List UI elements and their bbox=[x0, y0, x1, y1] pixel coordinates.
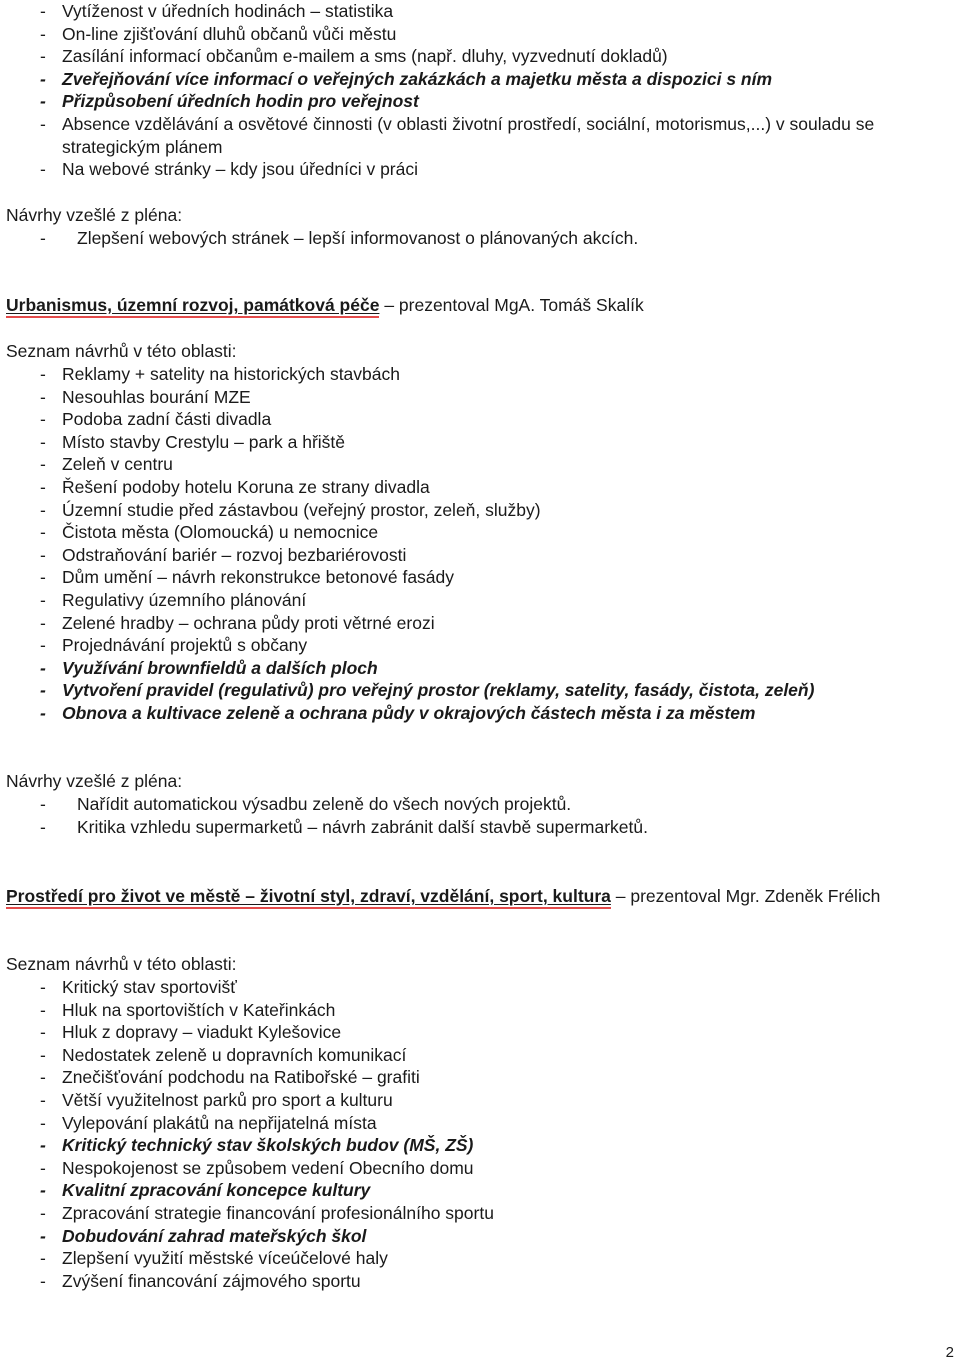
section2-plena-label: Návrhy vzešlé z pléna: bbox=[6, 771, 183, 791]
bullet-dash: - bbox=[40, 499, 46, 520]
bullet-dash: - bbox=[40, 1, 46, 21]
section2-item-text: Podoba zadní části divadla bbox=[62, 409, 272, 430]
bullet-dash: - bbox=[40, 1089, 46, 1110]
bullet-dash: - bbox=[40, 680, 46, 701]
section1-plena-item bbox=[0, 227, 960, 250]
section2-list-label: Seznam návrhů v této oblasti: bbox=[6, 341, 237, 361]
section2-item bbox=[0, 453, 960, 476]
section3-item bbox=[0, 1044, 960, 1067]
section3-item-text: Kritický technický stav školských budov (MŠ, ZŠ) bbox=[62, 1135, 474, 1156]
section2-item bbox=[0, 521, 960, 544]
bullet-dash: - bbox=[40, 589, 46, 610]
section2-item bbox=[0, 612, 960, 635]
top-list-item-text: Zasílání informací občanům e-mailem a sms (např. dluhy, vyzvednutí dokladů) bbox=[62, 46, 668, 67]
section3-list-label-block bbox=[6, 953, 960, 976]
bullet-dash: - bbox=[40, 522, 46, 543]
section3-item bbox=[0, 999, 960, 1022]
section3-item-text: Znečišťování podchodu na Ratibořské – grafiti bbox=[62, 1067, 420, 1088]
section3-item bbox=[0, 1021, 960, 1044]
section3-list-block bbox=[0, 976, 960, 1292]
top-list-item bbox=[0, 90, 960, 113]
section2-item bbox=[0, 431, 960, 454]
section2-item-text: Místo stavby Crestylu – park a hřiště bbox=[62, 431, 346, 452]
section2-plena-list-block bbox=[0, 793, 960, 838]
bullet-dash: - bbox=[40, 977, 46, 997]
section1-plena-label: Návrhy vzešlé z pléna: bbox=[6, 205, 183, 225]
section3-item bbox=[0, 1270, 960, 1293]
section3-presenter: – prezentoval Mgr. Zdeněk Frélich bbox=[610, 886, 881, 906]
section3-item-text: Zpracování strategie financování profesionálního sportu bbox=[62, 1202, 494, 1223]
section2-item bbox=[0, 476, 960, 499]
top-list-block bbox=[0, 0, 960, 181]
section2-item bbox=[0, 566, 960, 589]
section2-item-text: Obnova a kultivace zeleně a ochrana půdy v okrajových částech města i za městem bbox=[62, 702, 756, 723]
section2-item bbox=[0, 386, 960, 409]
bullet-dash: - bbox=[40, 1112, 46, 1133]
top-list-item-text: Na webové stránky – kdy jsou úředníci v práci bbox=[62, 159, 418, 180]
section2-plena-label-block bbox=[6, 770, 960, 793]
section2-item-text: Čistota města (Olomoucká) u nemocnice bbox=[62, 522, 379, 543]
bullet-dash: - bbox=[40, 544, 46, 565]
section2-item bbox=[0, 408, 960, 431]
section3-item bbox=[0, 1225, 960, 1248]
section3-list bbox=[0, 976, 960, 1292]
section2-item bbox=[0, 634, 960, 657]
section2-item-text: Zeleň v centru bbox=[62, 454, 173, 475]
bullet-dash: - bbox=[40, 567, 46, 588]
section3-item bbox=[0, 1157, 960, 1180]
bullet-dash: - bbox=[40, 657, 46, 678]
section2-item-text: Projednávání projektů s občany bbox=[62, 635, 308, 656]
bullet-dash: - bbox=[40, 1202, 46, 1223]
section3-item bbox=[0, 1089, 960, 1112]
section1-plena-list bbox=[0, 227, 960, 250]
section3-item-text: Kritický stav sportovišť bbox=[62, 977, 237, 997]
top-list-item-text: Absence vzdělávání a osvětové činnosti (v oblasti životní prostředí, sociální, motorismus,...) v souladu se strategickým plánem bbox=[62, 113, 875, 157]
bullet-dash: - bbox=[40, 1067, 46, 1088]
bullet-dash: - bbox=[40, 1044, 46, 1065]
top-list-item-text: On-line zjišťování dluhů občanů vůči městu bbox=[62, 23, 397, 44]
bullet-dash: - bbox=[40, 635, 46, 656]
section2-list bbox=[0, 363, 960, 725]
bullet-dash: - bbox=[40, 364, 46, 384]
bullet-dash: - bbox=[40, 46, 46, 67]
section3-item bbox=[0, 1179, 960, 1202]
section2-plena-item-text: Kritika vzhledu supermarketů – návrh zabránit další stavbě supermarketů. bbox=[77, 816, 648, 837]
section2-item-text: Využívání brownfieldů a dalších ploch bbox=[62, 657, 378, 678]
section2-item bbox=[0, 363, 960, 386]
section3-item-text: Hluk z dopravy – viadukt Kylešovice bbox=[62, 1022, 342, 1043]
section2-item bbox=[0, 544, 960, 567]
section3-item bbox=[0, 1066, 960, 1089]
section2-item-text: Regulativy územního plánování bbox=[62, 589, 307, 610]
section2-item-text: Řešení podoby hotelu Koruna ze strany divadla bbox=[62, 476, 430, 497]
section2-item bbox=[0, 702, 960, 725]
section2-item-text: Reklamy + satelity na historických stavbách bbox=[62, 364, 400, 384]
section3-item bbox=[0, 1112, 960, 1135]
section3-title: Prostředí pro život ve městě – životní styl, zdraví, vzdělání, sport, kultura bbox=[6, 886, 611, 909]
section1-plena-list-block bbox=[0, 227, 960, 250]
top-list-item bbox=[0, 0, 960, 23]
top-list-item bbox=[0, 68, 960, 91]
page-number: 2 bbox=[945, 1344, 954, 1361]
section3-item bbox=[0, 1247, 960, 1270]
top-list-item bbox=[0, 45, 960, 68]
section2-item-text: Odstraňování bariér – rozvoj bezbariérovosti bbox=[62, 544, 407, 565]
section3-item-text: Vylepování plakátů na nepřijatelná místa bbox=[62, 1112, 377, 1133]
bullet-dash: - bbox=[40, 816, 46, 837]
bullet-dash: - bbox=[40, 431, 46, 452]
bullet-dash: - bbox=[40, 68, 46, 89]
section2-presenter: – prezentoval MgA. Tomáš Skalík bbox=[379, 295, 644, 315]
bullet-dash: - bbox=[40, 1180, 46, 1201]
section3-item-text: Zlepšení využití městské víceúčelové haly bbox=[62, 1248, 388, 1269]
section2-item bbox=[0, 679, 960, 702]
section3-item-text: Větší využitelnost parků pro sport a kulturu bbox=[62, 1089, 393, 1110]
bullet-dash: - bbox=[40, 1135, 46, 1156]
section3-item-text: Dobudování zahrad mateřských škol bbox=[62, 1225, 367, 1246]
section2-plena-item bbox=[0, 816, 960, 839]
section2-heading bbox=[6, 294, 960, 317]
section2-item-text: Vytvoření pravidel (regulativů) pro veřejný prostor (reklamy, satelity, fasády, čistota, zeleň) bbox=[62, 680, 815, 701]
section1-plena-item-text: Zlepšení webových stránek – lepší informovanost o plánovaných akcích. bbox=[77, 228, 639, 248]
top-list-item-text: Vytíženost v úředních hodinách – statistika bbox=[62, 1, 394, 21]
section2-plena-item bbox=[0, 793, 960, 816]
bullet-dash: - bbox=[40, 1270, 46, 1291]
bullet-dash: - bbox=[40, 91, 46, 112]
section2-list-block bbox=[0, 363, 960, 725]
section2-item bbox=[0, 499, 960, 522]
section3-item bbox=[0, 976, 960, 999]
section2-plena-list bbox=[0, 793, 960, 838]
section3-item bbox=[0, 1134, 960, 1157]
section2-title: Urbanismus, územní rozvoj, památková péče bbox=[6, 295, 379, 318]
top-list bbox=[0, 0, 960, 181]
bullet-dash: - bbox=[40, 999, 46, 1020]
top-list-item-text: Zveřejňování více informací o veřejných zakázkách a majetku města a dispozici s ním bbox=[62, 68, 773, 89]
top-list-item bbox=[0, 113, 960, 158]
section3-item bbox=[0, 1202, 960, 1225]
section2-item-text: Nesouhlas bourání MZE bbox=[62, 386, 251, 407]
section2-item bbox=[0, 589, 960, 612]
bullet-dash: - bbox=[40, 386, 46, 407]
top-list-item-text: Přizpůsobení úředních hodin pro veřejnost bbox=[62, 91, 419, 112]
bullet-dash: - bbox=[40, 612, 46, 633]
section3-item-text: Nespokojenost se způsobem vedení Obecního domu bbox=[62, 1157, 474, 1178]
section2-item-text: Dům umění – návrh rekonstrukce betonové fasády bbox=[62, 567, 455, 588]
bullet-dash: - bbox=[40, 1157, 46, 1178]
section3-list-label: Seznam návrhů v této oblasti: bbox=[6, 954, 237, 974]
bullet-dash: - bbox=[40, 1248, 46, 1269]
section2-list-label-block bbox=[6, 340, 960, 363]
top-list-item bbox=[0, 158, 960, 181]
bullet-dash: - bbox=[40, 23, 46, 44]
bullet-dash: - bbox=[40, 794, 46, 814]
section3-heading bbox=[6, 885, 956, 908]
bullet-dash: - bbox=[40, 1225, 46, 1246]
section2-plena-item-text: Nařídit automatickou výsadbu zeleně do všech nových projektů. bbox=[77, 794, 572, 814]
bullet-dash: - bbox=[40, 409, 46, 430]
section3-item-text: Zvýšení financování zájmového sportu bbox=[62, 1270, 361, 1291]
bullet-dash: - bbox=[40, 454, 46, 475]
section1-plena-block bbox=[6, 204, 960, 227]
section2-item-text: Územní studie před zástavbou (veřejný prostor, zeleň, služby) bbox=[62, 499, 541, 520]
top-list-item bbox=[0, 23, 960, 46]
bullet-dash: - bbox=[40, 1022, 46, 1043]
section2-item-text: Zelené hradby – ochrana půdy proti větrné erozi bbox=[62, 612, 435, 633]
section3-item-text: Nedostatek zeleně u dopravních komunikací bbox=[62, 1044, 407, 1065]
bullet-dash: - bbox=[40, 702, 46, 723]
bullet-dash: - bbox=[40, 476, 46, 497]
section3-item-text: Hluk na sportovištích v Kateřinkách bbox=[62, 999, 336, 1020]
bullet-dash: - bbox=[40, 228, 46, 248]
section3-item-text: Kvalitní zpracování koncepce kultury bbox=[62, 1180, 371, 1201]
bullet-dash: - bbox=[40, 113, 46, 134]
section2-item bbox=[0, 657, 960, 680]
bullet-dash: - bbox=[40, 159, 46, 180]
